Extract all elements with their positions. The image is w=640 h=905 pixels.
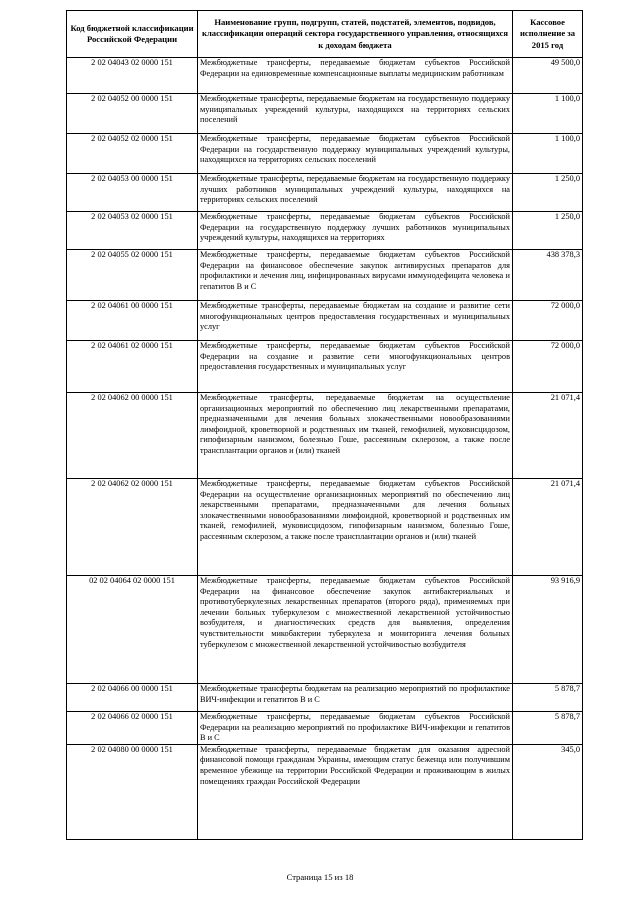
row-code: 2 02 04061 00 0000 151 bbox=[67, 301, 198, 341]
table-row bbox=[67, 479, 583, 576]
page-number: Страница 15 из 18 bbox=[286, 872, 354, 882]
row-amount: 5 878,7 bbox=[513, 684, 583, 712]
row-code: 2 02 04052 02 0000 151 bbox=[67, 134, 198, 174]
table-row bbox=[67, 301, 583, 341]
row-amount: 438 378,3 bbox=[513, 250, 583, 301]
table-row bbox=[67, 250, 583, 301]
row-amount: 345,0 bbox=[513, 744, 583, 839]
row-amount: 1 250,0 bbox=[513, 212, 583, 250]
row-name: Межбюджетные трансферты, передаваемые бюджетам на создание и развитие сети многофункциональных центров предоставления государственных и муниципальных услуг bbox=[198, 301, 513, 341]
row-amount: 93 916,9 bbox=[513, 576, 583, 684]
table-row bbox=[67, 744, 583, 839]
row-amount: 5 878,7 bbox=[513, 712, 583, 745]
table-row bbox=[67, 393, 583, 479]
table-row bbox=[67, 712, 583, 745]
row-amount: 72 000,0 bbox=[513, 301, 583, 341]
row-name: Межбюджетные трансферты, передаваемые бюджетам на государственную поддержку муниципальных учреждений культуры, находящихся на территориях сельских поселений bbox=[198, 94, 513, 134]
row-name: Межбюджетные трансферты, передаваемые бюджетам на осуществление организационных мероприятий по обеспечению лиц лекарственными препаратами, предназначенными для лечения больных злокачественными новообразованиями лимфоидной, кроветворной и родственных им тканей, гемофилией, муковисцидозом, гипофизарным нанизмом, болезнью Гоше, рассеянным склерозом, а также после трансплантации органов и (или) тканей bbox=[198, 393, 513, 479]
row-name: Межбюджетные трансферты, передаваемые бюджетам субъектов Российской Федерации на реализацию мероприятий по профилактике ВИЧ-инфекции и гепатитов B и C bbox=[198, 712, 513, 745]
row-code: 2 02 04053 00 0000 151 bbox=[67, 174, 198, 212]
row-name: Межбюджетные трансферты, передаваемые бюджетам субъектов Российской Федерации на создание и развитие сети многофункциональных центров предоставления государственных и муниципальных услуг bbox=[198, 341, 513, 393]
table-row bbox=[67, 684, 583, 712]
row-name: Межбюджетные трансферты, передаваемые бюджетам субъектов Российской Федерации на финансовое обеспечение закупок антибактериальных и противотуберкулезных лекарственных препаратов (второго ряда), применяемых при лечении больных туберкулезом с множественной лекарственной устойчивостью возбудителя, и диагностических средств для выявления, определения чувствительности микобактерии туберкулеза и мониторинга лечения больных туберкулезом с множественной лекарственной устойчивостью возбудителя bbox=[198, 576, 513, 684]
header-cash-execution: Кассовое исполнение за 2015 год bbox=[513, 11, 583, 58]
row-amount: 1 100,0 bbox=[513, 134, 583, 174]
row-amount: 49 500,0 bbox=[513, 58, 583, 94]
row-code: 2 02 04066 00 0000 151 bbox=[67, 684, 198, 712]
row-code: 2 02 04066 02 0000 151 bbox=[67, 712, 198, 745]
row-code: 2 02 04053 02 0000 151 bbox=[67, 212, 198, 250]
header-budget-code: Код бюджетной классификации Российской Федерации bbox=[67, 11, 198, 58]
row-name: Межбюджетные трансферты, передаваемые бюджетам субъектов Российской Федерации на единовременные компенсационные выплаты медицинским работникам bbox=[198, 58, 513, 94]
row-amount: 21 071,4 bbox=[513, 479, 583, 576]
row-name: Межбюджетные трансферты, передаваемые бюджетам субъектов Российской Федерации на осуществление организационных мероприятий по обеспечению лиц лекарственными препаратами, предназначенными для лечения больных злокачественными новообразованиями лимфоидной, кроветворной и родственных им тканей, гемофилией, муковисцидозом, гипофизарным нанизмом, болезнью Гоше, рассеянным склерозом, а также после трансплантации органов и (или) тканей bbox=[198, 479, 513, 576]
table-row bbox=[67, 576, 583, 684]
row-code: 2 02 04062 02 0000 151 bbox=[67, 479, 198, 576]
table-row bbox=[67, 134, 583, 174]
table-row bbox=[67, 174, 583, 212]
row-amount: 72 000,0 bbox=[513, 341, 583, 393]
table-row bbox=[67, 341, 583, 393]
row-code: 02 02 04064 02 0000 151 bbox=[67, 576, 198, 684]
row-amount: 21 071,4 bbox=[513, 393, 583, 479]
row-amount: 1 250,0 bbox=[513, 174, 583, 212]
row-code: 2 02 04052 00 0000 151 bbox=[67, 94, 198, 134]
row-code: 2 02 04061 02 0000 151 bbox=[67, 341, 198, 393]
table-row bbox=[67, 94, 583, 134]
row-code: 2 02 04043 02 0000 151 bbox=[67, 58, 198, 94]
table-row bbox=[67, 58, 583, 94]
row-code: 2 02 04055 02 0000 151 bbox=[67, 250, 198, 301]
budget-revenue-table bbox=[66, 10, 583, 840]
row-name: Межбюджетные трансферты, передаваемые бюджетам на государственную поддержку лучших работников муниципальных учреждений культуры, находящихся на территориях сельских поселений bbox=[198, 174, 513, 212]
row-name: Межбюджетные трансферты, передаваемые бюджетам субъектов Российской Федерации на государственную поддержку муниципальных учреждений культуры, находящихся на территориях сельских поселений bbox=[198, 134, 513, 174]
row-name: Межбюджетные трансферты, передаваемые бюджетам субъектов Российской Федерации на финансовое обеспечение закупок антивирусных препаратов для профилактики и лечения лиц, инфицированных вирусами иммунодефицита человека и гепатитов B и C bbox=[198, 250, 513, 301]
row-name: Межбюджетные трансферты, передаваемые бюджетам субъектов Российской Федерации на государственную поддержку лучших работников муниципальных учреждений культуры, находящихся на территориях bbox=[198, 212, 513, 250]
row-code: 2 02 04080 00 0000 151 bbox=[67, 744, 198, 839]
row-amount: 1 100,0 bbox=[513, 94, 583, 134]
table-row bbox=[67, 212, 583, 250]
header-item-name: Наименование групп, подгрупп, статей, подстатей, элементов, подвидов, классификации операций сектора государственного управления, относящихся к доходам бюджета bbox=[198, 11, 513, 58]
row-name: Межбюджетные трансферты бюджетам на реализацию мероприятий по профилактике ВИЧ-инфекции и гепатитов B и C bbox=[198, 684, 513, 712]
table-header-row bbox=[67, 11, 583, 58]
row-code: 2 02 04062 00 0000 151 bbox=[67, 393, 198, 479]
row-name: Межбюджетные трансферты, передаваемые бюджетам для оказания адресной финансовой помощи гражданам Украины, имеющим статус беженца или получившим временное убежище на территории Российской Федерации и проживающим в жилых помещениях граждан Российской Федерации bbox=[198, 744, 513, 839]
